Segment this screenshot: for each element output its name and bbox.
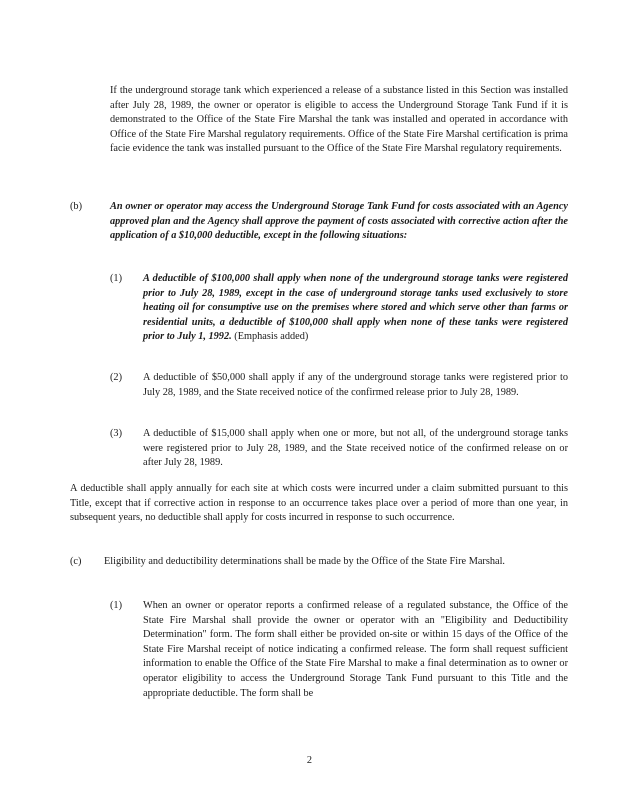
section-b-item-1-emphasis: A deductible of $100,000 shall apply when none of the underground storage tanks were registered prior to July 28, 1989, except in the case of underground storage tanks used exclusively to store heating oil for consumptive use on the premises where stored and which serve other than farms or residential units, a deductible of $100,000 shall apply when none of these tanks were registered prior to July 1, 1992. (143, 273, 568, 343)
section-b-item-3-text: A deductible of $15,000 shall apply when one or more, but not all, of the underground storage tanks were registered prior to July 28, 1989, and the State received notice of the confirmed release on or after July 28, 1989. (143, 428, 568, 469)
section-c-label: (c) (70, 556, 82, 567)
deductible-paragraph: A deductible shall apply annually for each site at which costs were incurred under a claim submitted pursuant to this Title, except that if corrective action in response to an occurrence takes place over a period of more than one year, in subsequent years, no deductible shall apply for costs incurred in response to such occurrence. (70, 483, 568, 524)
section-c-text: Eligibility and deductibility determinations shall be made by the Office of the State Fire Marshal. (104, 556, 506, 567)
section-b-text: An owner or operator may access the Underground Storage Tank Fund for costs associated with an Agency approved plan and the Agency shall approve the payment of costs associated with corrective action after the application of a $10,000 deductible, except in the following situations: (110, 201, 568, 242)
emphasis-note: (Emphasis added) (234, 331, 309, 343)
section-b-item-1-label: (1) (110, 273, 123, 284)
section-b-item-3-label: (3) (110, 428, 123, 439)
section-b-item-2-label: (2) (110, 372, 123, 383)
section-b-item-2-text: A deductible of $50,000 shall apply if any of the underground storage tanks were registered prior to July 28, 1989, and the State received notice of the confirmed release prior to July 28, 1989. (143, 372, 568, 398)
section-b-label: (b) (70, 201, 83, 212)
page-number: 2 (306, 755, 313, 766)
intro-paragraph: If the underground storage tank which experienced a release of a substance listed in this Section was installed after July 28, 1989, the owner or operator is eligible to access the Underground Storage Tank Fund if it is demonstrated to the Office of the State Fire Marshal the tank was installed and operated in accordance with Office of the State Fire Marshal regulatory requirements. Office of the State Fire Marshal certification is prima facie evidence the tank was installed pursuant to the Office of the State Fire Marshal regulatory requirements. (110, 85, 568, 155)
section-c-item-1-text: When an owner or operator reports a confirmed release of a regulated substance, the Office of the State Fire Marshal shall provide the owner or operator with an "Eligibility and Deductibility Determination" form. The form shall either be provided on-site or within 15 days of the Office of the State Fire Marshal receipt of notice indicating a confirmed release. The form shall request sufficient information to enable the Office of the State Fire Marshal to make a final determination as to owner or operator eligibility to access the Underground Storage Tank Fund pursuant to this Title and the appropriate deductible. The form shall be (143, 600, 568, 699)
section-b-item-1-text (143, 272, 568, 345)
section-c-item-1-label: (1) (110, 600, 123, 611)
